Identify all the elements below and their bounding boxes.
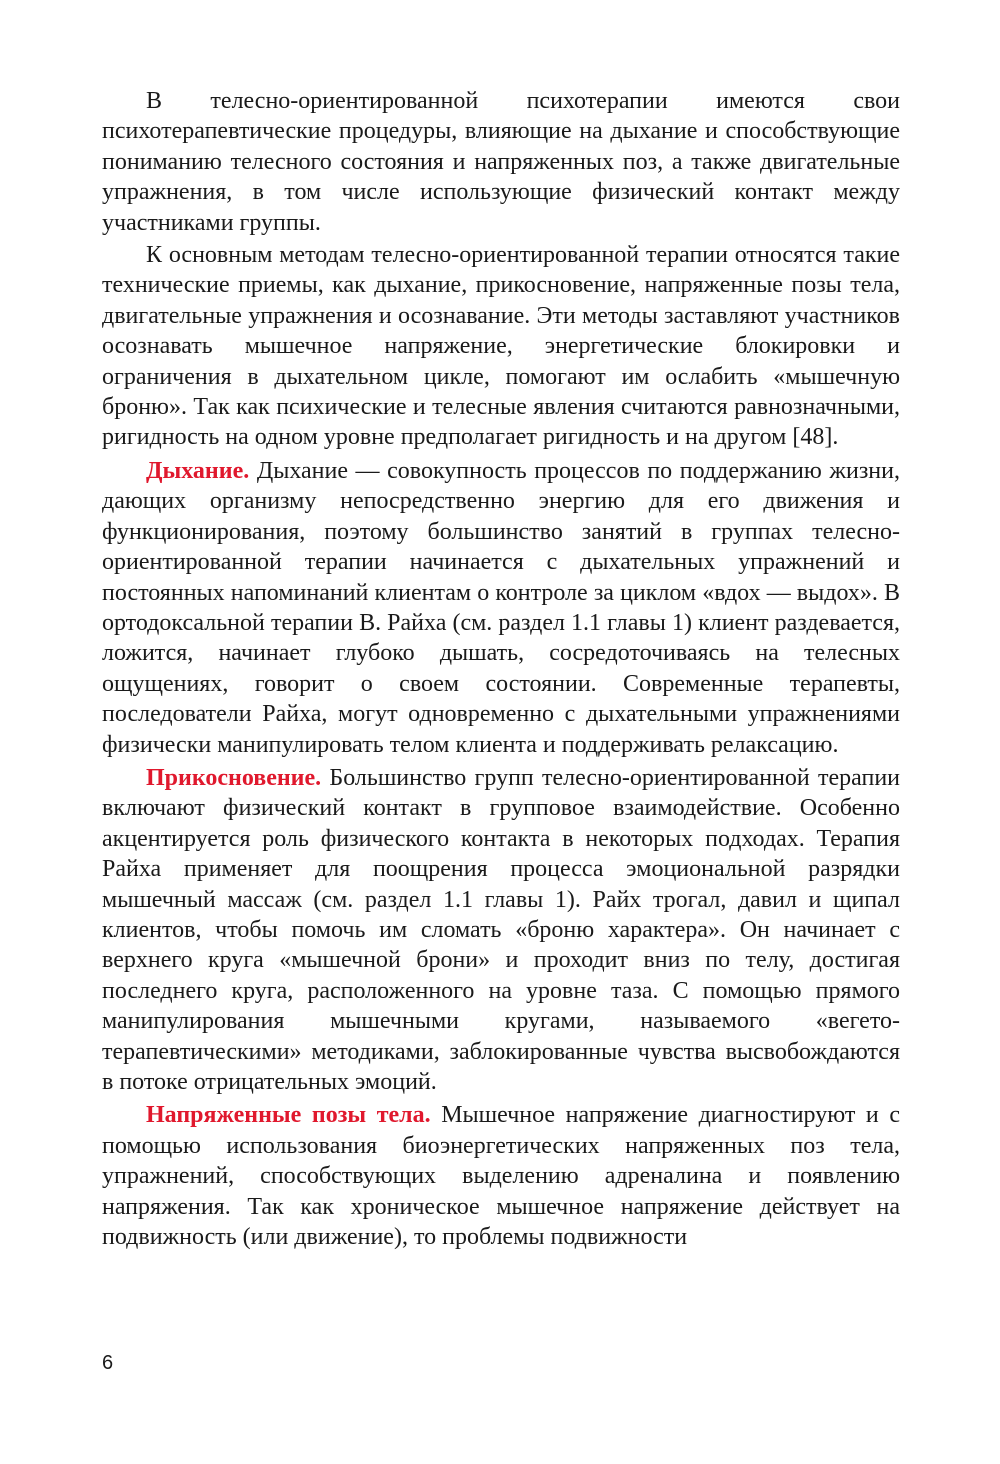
- paragraph-text: Мышечное напряжение диагностируют и с помощью использования биоэнергетических напряженных поз тела, упражнений, способствующих выделению адреналина и появлению напряжения. Так как хроническое мышечное напряжение действует на подвижность (или движение), то проблемы подвижности: [102, 1102, 901, 1251]
- term-heading-breathing: Дыхание.: [146, 457, 250, 484]
- term-heading-stress-postures: Напряженные позы тела.: [146, 1102, 431, 1129]
- term-heading-touch: Прикосновение.: [146, 764, 322, 791]
- paragraph-intro: [102, 86, 900, 238]
- paragraph-text: В телесно-ориентированной психотерапии имеются свои психотерапевтические процедуры, влияющие на дыхание и способствующие пониманию телесного состояния и напряженных поз, а также двигательные упражнения, в том числе использующие физический контакт между участниками группы.: [102, 88, 900, 236]
- paragraph-touch: [102, 763, 900, 1097]
- paragraph-text: Дыхание — совокупность процессов по поддержанию жизни, дающих организму непосредственно энергию для его движения и функционирования, поэтому большинство занятий в группах телесно-ориентированной терапии начинается с дыхательных упражнений и постоянных напоминаний клиентам о контроле за циклом «вдох — выдох». В ортодоксальной терапии В. Райха (см. раздел 1.1 главы 1) клиент раздевается, ложится, начинает глубоко дышать, сосредоточиваясь на телесных ощущениях, говорит о своем состоянии. Современные терапевты, последователи Райха, могут одновременно с дыхательными упражнениями физически манипулировать телом клиента и поддерживать релаксацию.: [102, 457, 900, 758]
- paragraph-text: К основным методам телесно-ориентированной терапии относятся такие технические приемы, как дыхание, прикосновение, напряженные позы тела, двигательные упражнения и осознавание. Эти методы заставляют участников осознавать мышечное напряжение, энергетические блокировки и ограничения в дыхательном цикле, помогают им ослабить «мышечную броню». Так как психические и телесные явления считаются равнозначными, ригидность на одном уровне предполагает ригидность и на другом [48].: [102, 242, 900, 451]
- paragraph-stress-postures: [102, 1100, 900, 1252]
- paragraph-methods: [102, 240, 900, 453]
- page-body: [102, 86, 900, 1254]
- paragraph-breathing: [102, 456, 900, 760]
- page-number: 6: [102, 1352, 114, 1374]
- paragraph-text: Большинство групп телесно-ориентированной терапии включают физический контакт в групповое взаимодействие. Особенно акцентируется роль физического контакта в некоторых подходах. Терапия Райха применяет для поощрения процесса эмоциональной разрядки мышечный массаж (см. раздел 1.1 главы 1). Райх трогал, давил и щипал клиентов, чтобы помочь им сломать «броню характера». Он начинает с верхнего круга «мышечной брони» и проходит вниз по телу, достигая последнего круга, расположенного на уровне таза. С помощью прямого манипулирования мышечными кругами, называемого «вегето-терапевтическими» методиками, заблокированные чувства высвобождаются в потоке отрицательных эмоций.: [102, 764, 900, 1095]
